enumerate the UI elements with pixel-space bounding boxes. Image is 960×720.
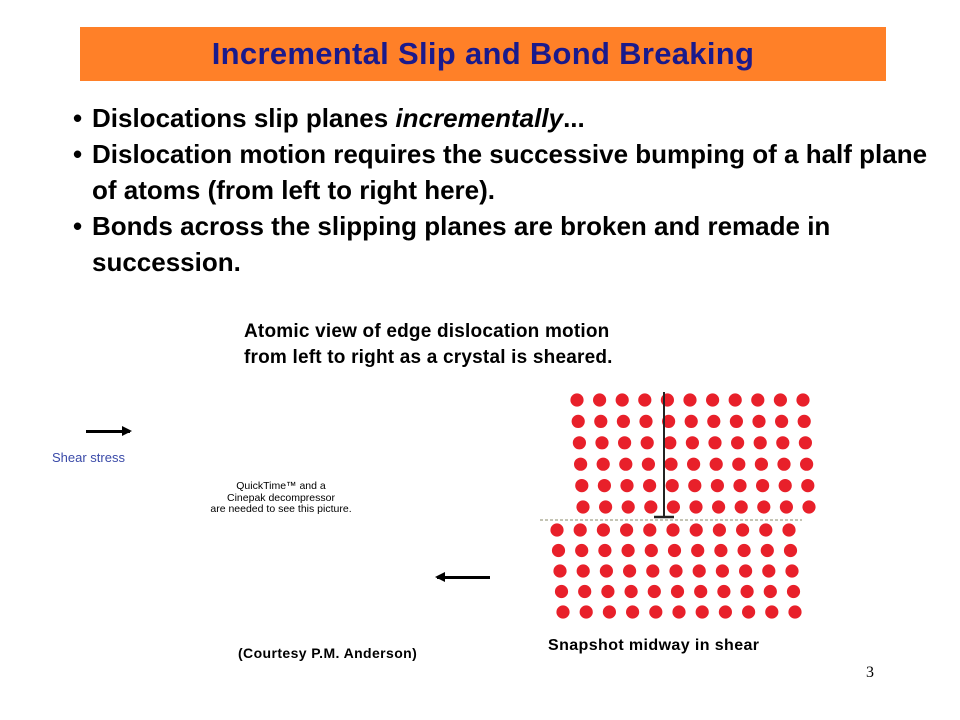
atom [599, 500, 612, 513]
atom [714, 544, 727, 557]
atom [572, 415, 585, 428]
atom [717, 585, 730, 598]
atom [671, 585, 684, 598]
atom [666, 523, 679, 536]
atom [782, 523, 795, 536]
atom [687, 458, 700, 471]
quicktime-line: QuickTime™ and a [236, 480, 326, 492]
shear-stress-label: Shear stress [52, 450, 125, 465]
bullet-text: Bonds across the slipping planes are broken and remade in succession. [92, 211, 831, 277]
atom [802, 500, 815, 513]
atom [668, 544, 681, 557]
atom [713, 523, 726, 536]
page-number: 3 [866, 664, 874, 681]
atom [626, 605, 639, 618]
atom [550, 523, 563, 536]
atom [801, 479, 814, 492]
atom [784, 544, 797, 557]
atom [735, 500, 748, 513]
atom [707, 415, 720, 428]
atom [638, 393, 651, 406]
atom [595, 436, 608, 449]
atom [552, 544, 565, 557]
atom [719, 605, 732, 618]
atom [777, 458, 790, 471]
atom [706, 393, 719, 406]
atom [686, 436, 699, 449]
bullet-item [58, 136, 938, 208]
atom [664, 458, 677, 471]
atom [620, 479, 633, 492]
atomic-lattice-snapshot [540, 384, 820, 624]
atom [787, 585, 800, 598]
bullet-list [58, 100, 938, 280]
quicktime-placeholder[interactable] [204, 481, 358, 516]
atom [575, 479, 588, 492]
atom [620, 523, 633, 536]
atom [685, 415, 698, 428]
atom [661, 393, 674, 406]
atom [739, 564, 752, 577]
atom [578, 585, 591, 598]
atom [742, 605, 755, 618]
atom [694, 585, 707, 598]
courtesy-credit: (Courtesy P.M. Anderson) [238, 645, 418, 661]
atom [800, 458, 813, 471]
atom [756, 479, 769, 492]
atom [799, 436, 812, 449]
atom [625, 585, 638, 598]
atom [555, 585, 568, 598]
atom [616, 393, 629, 406]
bullet-emphasis: incrementally [395, 103, 564, 133]
atom [622, 500, 635, 513]
atom [597, 523, 610, 536]
atom [669, 564, 682, 577]
atom [785, 564, 798, 577]
atom [663, 436, 676, 449]
atom [798, 415, 811, 428]
atom [708, 436, 721, 449]
atom [731, 436, 744, 449]
atom [618, 436, 631, 449]
bullet-text: ... [563, 103, 585, 133]
title-bar [80, 27, 886, 81]
atom [691, 544, 704, 557]
atom [788, 605, 801, 618]
atom [693, 564, 706, 577]
atom [598, 544, 611, 557]
atom [644, 500, 657, 513]
atom [775, 415, 788, 428]
atom [645, 544, 658, 557]
atom [752, 415, 765, 428]
quicktime-line: Cinepak decompressor [227, 491, 335, 504]
atom [576, 500, 589, 513]
atom [761, 544, 774, 557]
atom [574, 458, 587, 471]
atom [593, 393, 606, 406]
atom [598, 479, 611, 492]
atom [667, 500, 680, 513]
atom [716, 564, 729, 577]
atom [574, 523, 587, 536]
atom [641, 436, 654, 449]
atom [623, 564, 636, 577]
atom [643, 479, 656, 492]
atom [600, 564, 613, 577]
atom [649, 605, 662, 618]
atom [580, 605, 593, 618]
atom [729, 393, 742, 406]
atom [646, 564, 659, 577]
caption-line: Atomic view of edge dislocation motion [244, 321, 610, 342]
atom [755, 458, 768, 471]
atom [732, 458, 745, 471]
atom [622, 544, 635, 557]
atom [696, 605, 709, 618]
atom [688, 479, 701, 492]
slide-title: Incremental Slip and Bond Breaking [211, 36, 755, 71]
atom [601, 585, 614, 598]
atom [762, 564, 775, 577]
atom [711, 479, 724, 492]
arrow-left-icon [437, 576, 490, 579]
atom [594, 415, 607, 428]
atom [577, 564, 590, 577]
atom [639, 415, 652, 428]
atom [730, 415, 743, 428]
atom [689, 500, 702, 513]
atom [776, 436, 789, 449]
atom [757, 500, 770, 513]
atom [690, 523, 703, 536]
bullet-item [58, 208, 938, 280]
caption-line: from left to right as a crystal is sheared. [244, 347, 613, 368]
quicktime-line: are needed to see this picture. [210, 503, 352, 515]
atom [573, 436, 586, 449]
atom [780, 500, 793, 513]
atom [603, 605, 616, 618]
atom [765, 605, 778, 618]
atom [575, 544, 588, 557]
atom [643, 523, 656, 536]
snapshot-caption: Snapshot midway in shear [548, 637, 760, 654]
arrow-right-icon [86, 430, 130, 433]
atom [796, 393, 809, 406]
atom [759, 523, 772, 536]
atom [741, 585, 754, 598]
atom [666, 479, 679, 492]
atom [779, 479, 792, 492]
atom [683, 393, 696, 406]
atom [712, 500, 725, 513]
atom [764, 585, 777, 598]
atom [736, 523, 749, 536]
atom [751, 393, 764, 406]
bullet-item [58, 100, 938, 136]
atom [570, 393, 583, 406]
atom [619, 458, 632, 471]
atom [553, 564, 566, 577]
bullet-text: Dislocations slip planes [92, 103, 396, 133]
figure-caption [244, 319, 613, 371]
atom [556, 605, 569, 618]
atom [672, 605, 685, 618]
atom [597, 458, 610, 471]
atom [733, 479, 746, 492]
atom [642, 458, 655, 471]
atom [617, 415, 630, 428]
bullet-text: Dislocation motion requires the successive bumping of a half plane of atoms (from left to right here). [92, 139, 928, 205]
atom [754, 436, 767, 449]
atom [648, 585, 661, 598]
atom [774, 393, 787, 406]
atom [738, 544, 751, 557]
atom [710, 458, 723, 471]
